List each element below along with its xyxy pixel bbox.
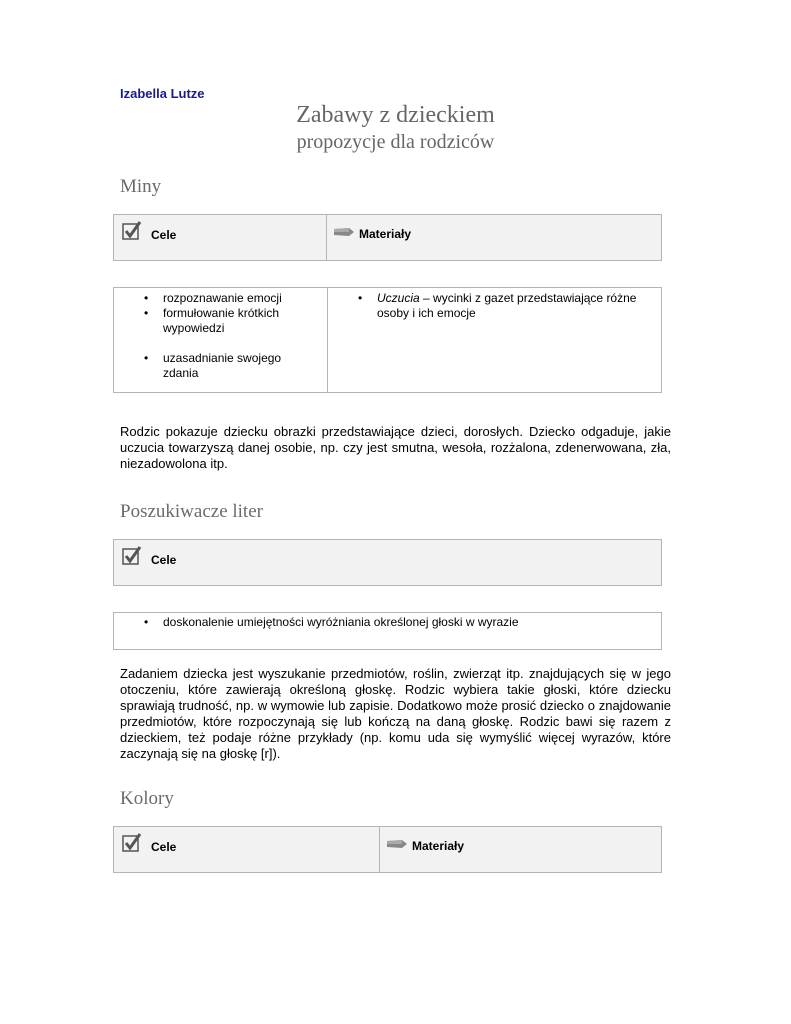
- checkbox-check-icon: [122, 221, 142, 241]
- author-name: Izabella Lutze: [120, 86, 205, 101]
- section-heading-kolory: Kolory: [120, 788, 174, 809]
- materials-label: Materiały: [412, 839, 465, 853]
- materials-content-cell: [327, 288, 661, 392]
- materials-header-cell: [326, 215, 661, 260]
- goals-materials-header: [113, 214, 662, 261]
- checkbox-check-icon: [122, 546, 142, 566]
- section-heading-miny: Miny: [120, 176, 162, 197]
- goals-header: [113, 539, 662, 586]
- materials-label: Materiały: [359, 227, 412, 241]
- page-title: Zabawy z dzieckiem: [296, 102, 495, 128]
- goals-label: Cele: [151, 228, 177, 242]
- goals-header-cell: [114, 540, 661, 585]
- goals-content-cell: [114, 613, 661, 649]
- material-item: [328, 291, 649, 321]
- goals-header-cell: [114, 215, 326, 260]
- material-term: Uczucia: [377, 291, 420, 305]
- goal-item: • formułowanie krótkich wypowiedzi: [114, 306, 327, 336]
- pencil-icon: [386, 838, 408, 850]
- goals-materials-content: [113, 287, 662, 393]
- section-heading-poszukiwacze-liter: Poszukiwacze liter: [120, 501, 263, 522]
- goal-item: • uzasadnianie swojego zdania: [114, 351, 327, 381]
- goals-label: Cele: [151, 840, 177, 854]
- checkbox-check-icon: [122, 833, 142, 853]
- page-subtitle: propozycje dla rodziców: [296, 131, 495, 153]
- goal-item: • rozpoznawanie emocji: [114, 291, 327, 306]
- activity-description: Rodzic pokazuje dziecku obrazki przedstawiające dzieci, dorosłych. Dziecko odgaduje, jakie uczucia towarzyszą danej osobie, np. czy jest smutna, wesoła, rozżalona, zdenerwowana, zła, niezadowolona itp.: [120, 424, 671, 471]
- goals-header-cell: [114, 827, 379, 872]
- material-description: – wycinki z gazet przedstawiające różne osoby i ich emocje: [377, 291, 637, 320]
- pencil-icon: [333, 226, 355, 238]
- goals-content: [113, 612, 662, 650]
- goals-materials-header: [113, 826, 662, 873]
- goals-content-cell: [114, 288, 327, 392]
- goal-item: • doskonalenie umiejętności wyróżniania określonej głoski w wyrazie: [114, 615, 661, 630]
- activity-description: Zadaniem dziecka jest wyszukanie przedmiotów, roślin, zwierząt itp. znajdujących się w jego otoczeniu, które zawierają określoną głoskę. Rodzic wybiera takie głoski, które dziecku sprawiają trudność, np. w wymowie lub zapisie. Dodatkowo może prosić dziecko o znajdowanie przedmiotów, które rozpoczynają się lub kończą na daną głoskę. Rodzic bawi się razem z dzieckiem, też podaje różne przykłady (np. komu uda się wymyślić więcej wyrazów, które zaczynają się na głoskę [r]).: [120, 666, 671, 761]
- goals-label: Cele: [151, 553, 177, 567]
- materials-header-cell: [379, 827, 661, 872]
